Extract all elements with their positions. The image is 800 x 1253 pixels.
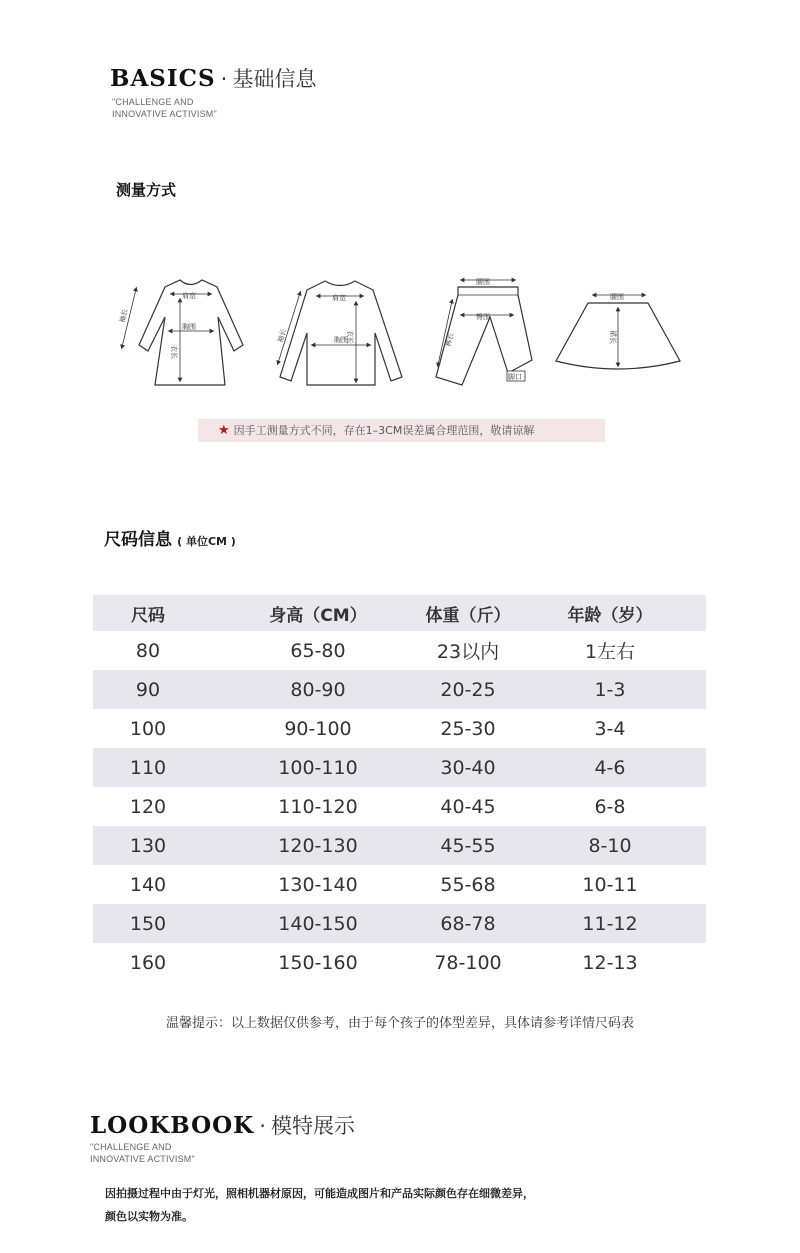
table-row	[93, 748, 706, 787]
cell-age: 3-4	[594, 717, 626, 740]
pants-hip-label: 臀围	[476, 313, 490, 321]
lookbook-tagline	[90, 1141, 195, 1165]
basics-title: 基础信息	[232, 67, 317, 91]
cell-size: 110	[129, 756, 167, 779]
cell-height: 90-100	[284, 717, 352, 740]
cell-size: 80	[135, 639, 161, 662]
col-header-height: 身高（CM）	[269, 605, 367, 626]
cell-height: 130-140	[278, 873, 358, 896]
cell-size: 160	[129, 951, 167, 974]
lookbook-title: 模特展示	[271, 1114, 356, 1138]
cell-weight: 23以内	[436, 641, 500, 663]
dress-diagram	[117, 280, 243, 385]
cell-weight: 40-45	[440, 795, 496, 818]
shirt-diagram	[275, 281, 402, 385]
size-table	[93, 595, 706, 982]
cell-age: 10-11	[582, 873, 638, 896]
pants-waist-label: 腰围	[476, 278, 490, 286]
cell-size: 150	[129, 912, 167, 935]
cell-size: 130	[129, 834, 167, 857]
size-heading-unit: ( 单位CM )	[177, 535, 236, 548]
dress-length-label: 衣长	[170, 345, 178, 359]
table-row	[93, 670, 706, 709]
lookbook-tagline-line2: INNOVATIVE ACTIVISM"	[90, 1154, 195, 1164]
dress-chest-label: 胸围	[182, 323, 196, 331]
skirt-waist-label: 腰围	[610, 293, 624, 301]
dress-sleeve-label: 袖长	[118, 307, 130, 324]
cell-size: 100	[129, 717, 167, 740]
cell-height: 120-130	[278, 834, 358, 857]
skirt-length-label: 裙长	[609, 330, 617, 344]
table-row	[93, 709, 706, 748]
shirt-chest-label: 胸围	[334, 336, 348, 344]
measurement-diagrams	[110, 265, 700, 395]
cell-size: 90	[135, 678, 161, 701]
cell-weight: 20-25	[440, 678, 496, 701]
basics-separator: ·	[220, 67, 228, 91]
cell-height: 140-150	[278, 912, 358, 935]
lookbook-header	[90, 1110, 355, 1140]
cell-size: 120	[129, 795, 167, 818]
lookbook-brand: LOOKBOOK	[90, 1112, 255, 1139]
shirt-length-label: 衣长	[346, 330, 354, 344]
table-row	[93, 904, 706, 943]
cell-age: 12-13	[582, 951, 638, 974]
table-row	[93, 826, 706, 865]
cell-age: 6-8	[594, 795, 626, 818]
cell-weight: 68-78	[440, 912, 496, 935]
cell-weight: 55-68	[440, 873, 496, 896]
shirt-sleeve-label: 袖长	[276, 327, 289, 344]
cell-weight: 78-100	[434, 951, 502, 974]
size-heading-title: 尺码信息	[104, 530, 172, 550]
cell-weight: 25-30	[440, 717, 496, 740]
table-row	[93, 943, 706, 982]
lookbook-tagline-line1: "CHALLENGE AND	[90, 1142, 172, 1152]
size-heading	[104, 525, 236, 550]
cell-age: 1左右	[584, 641, 636, 663]
cell-height: 65-80	[290, 639, 346, 662]
pants-length-label: 裤长	[444, 331, 456, 348]
size-table-header	[93, 595, 706, 631]
cell-age: 8-10	[588, 834, 632, 857]
pants-leg-opening-label: 脚口	[508, 373, 522, 381]
basics-header	[110, 63, 316, 93]
basics-tagline	[112, 96, 217, 120]
cell-age: 4-6	[594, 756, 626, 779]
col-header-age: 年龄（岁）	[567, 605, 653, 626]
shirt-shoulder-label: 肩宽	[332, 294, 346, 302]
cell-height: 110-120	[278, 795, 358, 818]
measure-notice	[198, 419, 605, 442]
cell-height: 100-110	[278, 756, 358, 779]
table-row	[93, 787, 706, 826]
cell-height: 80-90	[290, 678, 346, 701]
cell-age: 1-3	[594, 678, 626, 701]
col-header-weight: 体重（斤）	[425, 605, 511, 626]
star-icon: ★	[218, 423, 230, 438]
pants-diagram	[436, 277, 532, 385]
cell-age: 11-12	[582, 912, 638, 935]
cell-size: 140	[129, 873, 167, 896]
lookbook-separator: ·	[259, 1114, 266, 1138]
table-row	[93, 865, 706, 904]
size-hint: 温馨提示：以上数据仅供参考，由于每个孩子的体型差异，具体请参考详情尺码表	[165, 1016, 634, 1031]
measure-notice-text: 因手工测量方式不同，存在1–3CM误差属合理范围，敬请谅解	[233, 424, 535, 437]
cell-weight: 30-40	[440, 756, 496, 779]
dress-shoulder-label: 肩宽	[182, 292, 196, 300]
cell-weight: 45-55	[440, 834, 496, 857]
lookbook-note-line2: 颜色以实物为准。	[105, 1210, 193, 1223]
basics-tagline-line2: INNOVATIVE ACTIVISM"	[112, 109, 217, 119]
cell-height: 150-160	[278, 951, 358, 974]
table-row	[93, 631, 706, 670]
measure-heading: 测量方式	[116, 181, 177, 199]
basics-brand: BASICS	[110, 65, 216, 92]
lookbook-note-line1: 因拍摄过程中由于灯光，照相机器材原因，可能造成图片和产品实际颜色存在细微差异，	[105, 1187, 534, 1200]
skirt-diagram	[556, 292, 680, 369]
col-header-size: 尺码	[131, 605, 165, 626]
basics-tagline-line1: "CHALLENGE AND	[112, 97, 194, 107]
